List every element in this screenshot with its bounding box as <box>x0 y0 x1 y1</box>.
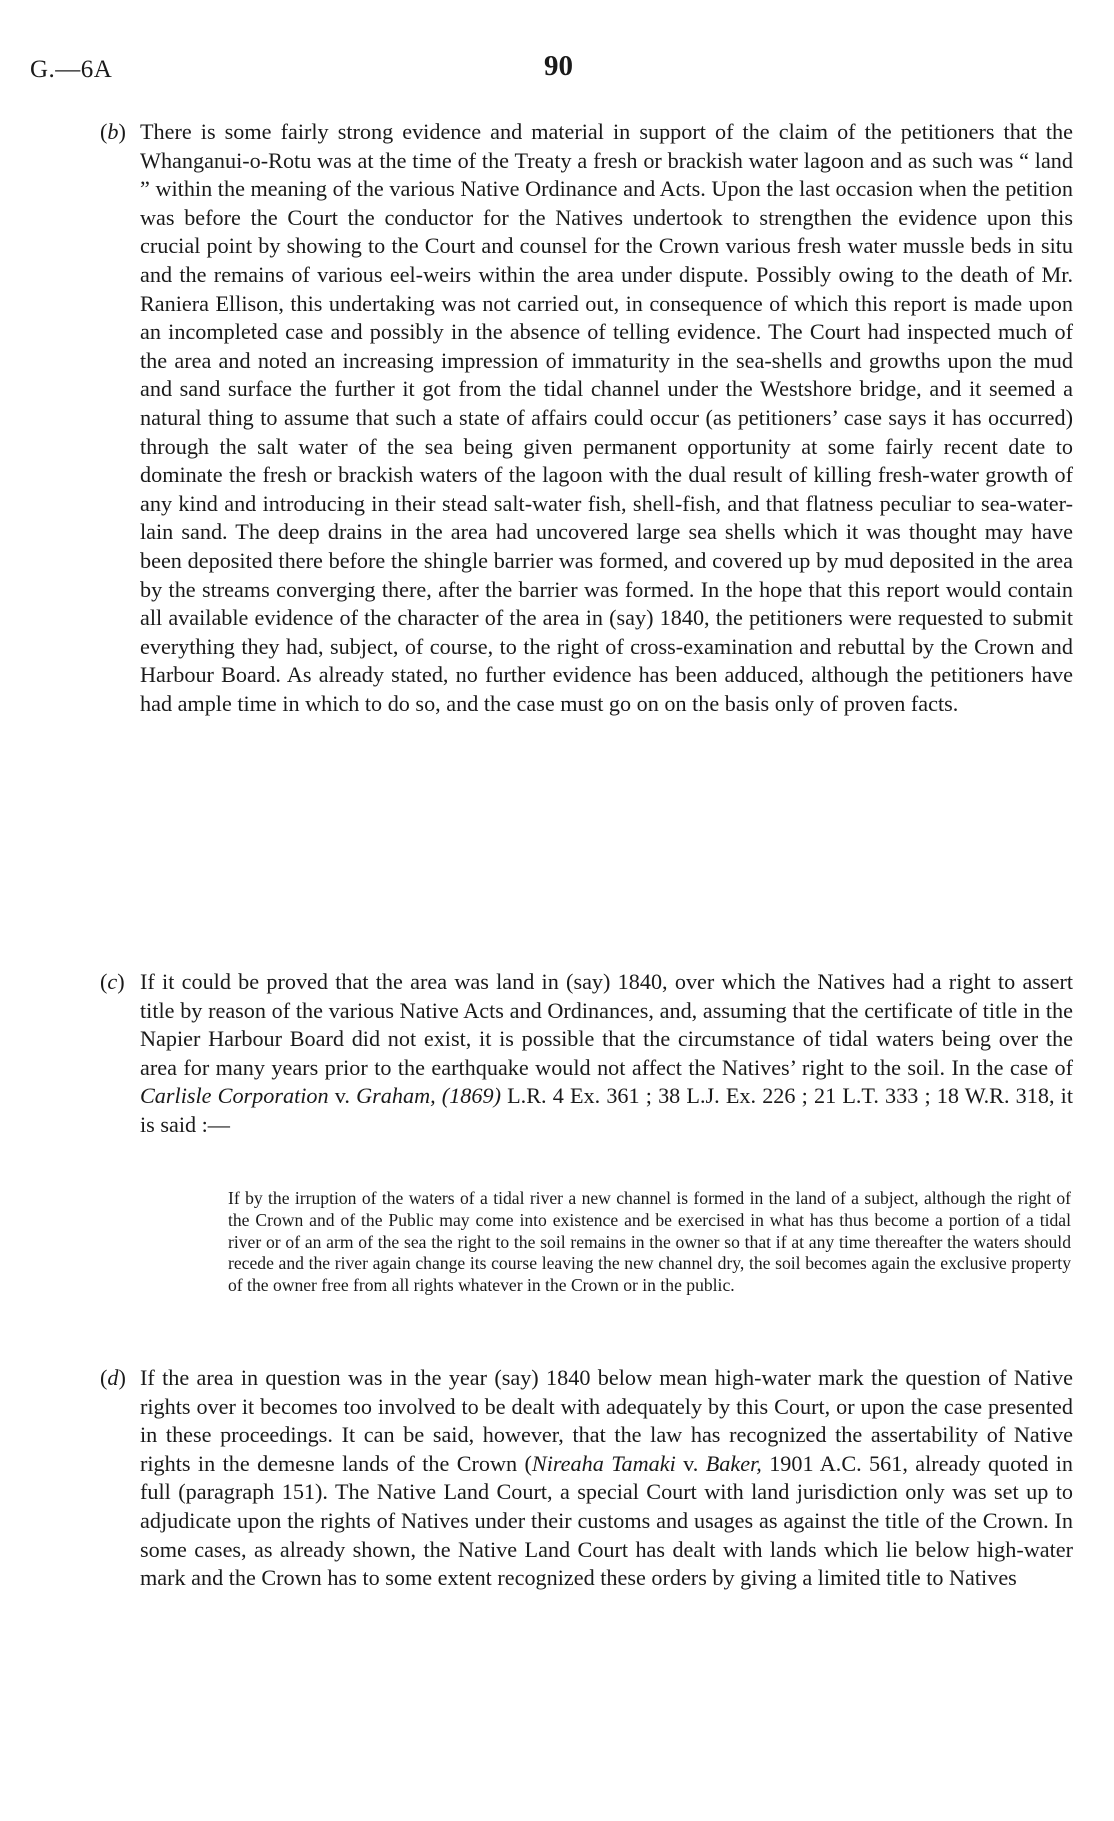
case-citation: 1901 A.C. 561, already quoted in full (paragraph 151). The Native Land Court, a special Court with land jurisdiction only was set up to adjudicate upon the rights of Natives under their customs and usages as against the title of the Crown. In some cases, as already shown, the Native Land Court has dealt with lands which lie below high-water mark and the Crown has to some extent recognized these orders by giving a limited title to Natives <box>140 1450 1074 1591</box>
case-versus: v. <box>328 1083 357 1109</box>
case-name-baker: Baker, <box>705 1450 762 1476</box>
paragraph-c <box>100 968 1073 1140</box>
document-reference: G.—6A <box>30 56 113 83</box>
case-name-carlisle: Carlisle Corporation <box>140 1083 329 1109</box>
case-citation: L.R. 4 Ex. 361 ; 38 L.J. Ex. 226 ; 21 L.T. 333 ; 18 W.R. 318, it is said :— <box>140 1083 1073 1137</box>
paragraph-label-d: (d) <box>100 1365 126 1390</box>
paragraph-label-b: (b) <box>100 119 126 144</box>
paragraph-d-text: If the area in question was in the year (say) 1840 below mean high-water mark the question of Native rights over it becomes too involved to be dealt with adequately by this Court, or upon the case presented in these proceedings. It can be said, however, that the law has recognized the assertability of Native rights in the demesne lands of the Crown ( <box>140 1365 1073 1476</box>
paragraph-label-c: (c) <box>100 969 125 994</box>
paragraph-b <box>100 118 1073 718</box>
paragraph-d <box>100 1364 1074 1593</box>
paragraph-b-text: There is some fairly strong evidence and material in support of the claim of the petitioners that the Whanganui-o-Rotu was at the time of the Treaty a fresh or brackish water lagoon and as such was “ land ” within the meaning of the various Native Ordinance and Acts. Upon the last occasion when the petition was before the Court the conductor for the Natives undertook to strengthen the evidence upon this crucial point by showing to the Court and counsel for the Crown various fresh water mussle beds in situ and the remains of various eel-weirs within the area under dispute. Possibly owing to the death of Mr. Raniera Ellison, this undertaking was not carried out, in consequence of which this report is made upon an incompleted case and possibly in the absence of telling evidence. The Court had inspected much of the area and noted an increasing impression of immaturity in the sea-shells and growths upon the mud and sand surface the further it got from the tidal channel under the Westshore bridge, and it seemed a natural thing to assume that such a state of affairs could occur (as petitioners’ case says it has occurred) through the salt water of the sea being given permanent opportunity at some fairly recent date to dominate the fresh or brackish waters of the lagoon with the dual result of killing fresh-water growth of any kind and introducing in their stead salt-water fish, shell-fish, and that flatness peculiar to sea-water-lain sand. The deep drains in the area had uncovered large sea shells which it was thought may have been deposited there before the shingle barrier was formed, and covered up by mud deposited in the area by the streams converging there, after the barrier was formed. In the hope that this report would contain all available evidence of the character of the area in (say) 1840, the petitioners were requested to submit everything they had, subject, of course, to the right of cross-examination and rebuttal by the Crown and Harbour Board. As already stated, no further evidence has been adduced, although the petitioners have had ample time in which to do so, and the case must go on on the basis only of proven facts. <box>140 119 1073 716</box>
page-number: 90 <box>544 50 573 82</box>
page-header <box>30 50 1084 90</box>
case-versus: v. <box>675 1450 706 1476</box>
case-name-graham: Graham, (1869) <box>356 1083 501 1109</box>
paragraph-c-text: If it could be proved that the area was land in (say) 1840, over which the Natives had a right to assert title by reason of the various Native Acts and Ordinances, and, assuming that the certificate of title in the Napier Harbour Board did not exist, it is possible that the circumstance of tidal waters being over the area for many years prior to the earthquake would not affect the Natives’ right to the soil. In the case of <box>140 969 1073 1080</box>
case-name-nireaha: Nireaha Tamaki <box>531 1450 676 1476</box>
block-quote: If by the irruption of the waters of a tidal river a new channel is formed in the land of a subject, although the right of the Crown and of the Public may come into existence and be exercised in what has thus become a portion of a tidal river or of an arm of the sea the right to the soil remains in the owner so that if at any time thereafter the waters should recede and the river again change its course leaving the new channel dry, the soil becomes again the exclusive property of the owner free from all rights whatever in the Crown or in the public. <box>228 1188 1071 1296</box>
